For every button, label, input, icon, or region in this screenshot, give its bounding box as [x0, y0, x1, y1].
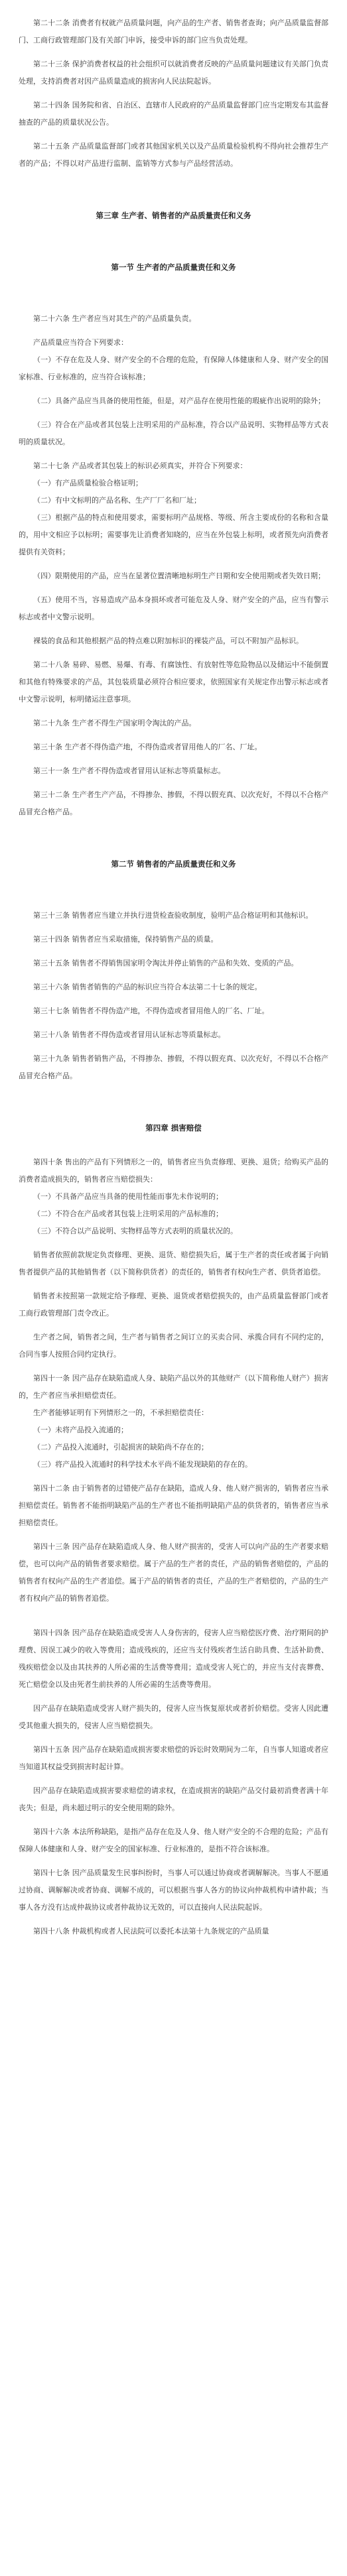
clause-text: （二）不符合在产品或者其包装上注明采用的产品标准的； — [33, 1209, 223, 1218]
article-48: 第四十八条 仲裁机构或者人民法院可以委托本法第十九条规定的产品质量 — [33, 1927, 269, 1935]
clause-text: （一）不具备产品应当具备的使用性能而事先未作说明的； — [33, 1192, 223, 1201]
clause-text: 裸装的食品和其他根据产品的特点难以附加标识的裸装产品，可以不附加产品标识。 — [33, 637, 303, 645]
clause-text: 销售者依照前款规定负责修理、更换、退货、赔偿损失后，属于生产者的责任或者属于向销售者提供产品的其他销售者（以下简称供货者）的责任的，销售者有权向生产者、供货者追偿。 — [19, 1251, 328, 1276]
clause-text: （三）符合在产品或者其包装上注明采用的产品标准，符合以产品说明、实物样品等方式表明的质量状况。 — [19, 420, 328, 446]
article-38: 第三十八条 销售者不得伪造或者冒用认证标志等质量标志。 — [33, 1030, 226, 1039]
clause-text: （四）限期使用的产品，应当在显著位置清晰地标明生产日期和安全使用期或者失效日期； — [33, 572, 325, 580]
clause-text: （一）未将产品投入流通的； — [33, 1426, 128, 1434]
chapter-4-title: 第四章 损害赔偿 — [145, 1123, 202, 1133]
article-25: 第二十五条 产品质量监督部门或者其他国家机关以及产品质量检验机构不得向社会推荐生产者的产品；不得以对产品进行监制、监销等方式参与产品经营活动。 — [19, 142, 328, 168]
article-22: 第二十二条 消费者有权就产品质量问题，向产品的生产者、销售者查询；向产品质量监督部门、工商行政管理部门及有关部门申诉，接受申诉的部门应当负责处理。 — [19, 19, 328, 44]
clause-text: （三）根据产品的特点和使用要求，需要标明产品规格、等级、所含主要成份的名称和含量的，用中文相应予以标明；需要事先让消费者知晓的，应当在外包装上标明，或者预先向消费者提供有关资料； — [19, 513, 328, 556]
article-27: 第二十七条 产品或者其包装上的标识必须真实，并符合下列要求： — [33, 461, 247, 470]
article-28: 第二十八条 易碎、易燃、易爆、有毒、有腐蚀性、有放射性等危险物品以及储运中不能倒置和其他有特殊要求的产品，其包装质量必须符合相应要求，依照国家有关规定作出警示标志或者中文警示说明，标明储运注意事项。 — [19, 660, 328, 704]
article-34: 第三十四条 销售者应当采取措施，保持销售产品的质量。 — [33, 935, 218, 944]
article-33: 第三十三条 销售者应当建立并执行进货检查验收制度，验明产品合格证明和其他标识。 — [33, 911, 313, 920]
article-35: 第三十五条 销售者不得销售国家明令淘汰并停止销售的产品和失效、变质的产品。 — [33, 959, 299, 967]
article-26: 第二十六条 生产者应当对其生产的产品质量负责。 — [33, 314, 196, 323]
clause-text: 生产者之间，销售者之间，生产者与销售者之间订立的买卖合同、承揽合同有不同约定的，合同当事人按照合同约定执行。 — [19, 1333, 328, 1359]
article-39: 第三十九条 销售者销售产品，不得掺杂、掺假，不得以假充真、以次充好，不得以不合格产品冒充合格产品。 — [19, 1054, 328, 1080]
article-43: 第四十三条 因产品存在缺陷造成人身、他人财产损害的，受害人可以向产品的生产者要求赔偿，也可以向产品的销售者要求赔偿。属于产品的生产者的责任，产品的销售者赔偿的，产品的销售者有权向产品的生产者追偿。属于产品的销售者的责任，产品的生产者赔偿的，产品的生产者有权向产品的销售者追偿。 — [19, 1542, 328, 1603]
clause-text: （二）产品投入流通时，引起损害的缺陷尚不存在的； — [33, 1443, 208, 1451]
article-41: 第四十一条 因产品存在缺陷造成人身、缺陷产品以外的其他财产（以下简称他人财产）损害的，生产者应当承担赔偿责任。 — [19, 1374, 328, 1400]
clause-text: 销售者未按照第一款规定给予修理、更换、退货或者赔偿损失的，由产品质量监督部门或者工商行政管理部门责令改正。 — [19, 1292, 328, 1318]
clause-text: 产品质量应当符合下列要求： — [33, 338, 128, 347]
article-36: 第三十六条 销售者销售的产品的标识应当符合本法第二十七条的规定。 — [33, 983, 262, 991]
clause-text: 因产品存在缺陷造成受害人财产损失的，侵害人应当恢复原状或者折价赔偿。受害人因此遭受其他重大损失的，侵害人应当赔偿损失。 — [19, 1704, 328, 1730]
article-44: 第四十四条 因产品存在缺陷造成受害人人身伤害的，侵害人应当赔偿医疗费、治疗期间的护理费、因误工减少的收入等费用；造成残疾的，还应当支付残疾者生活自助具费、生活补助费、残疾赔偿金以及由其扶养的人所必需的生活费等费用；造成受害人死亡的，并应当支付丧葬费、死亡赔偿金以及由死者生前扶养的人所必需的生活费等费用。 — [19, 1628, 328, 1689]
clause-text: （二）有中文标明的产品名称、生产厂厂名和厂址； — [33, 496, 201, 505]
clause-text: （一）有产品质量检验合格证明； — [33, 479, 143, 487]
article-37: 第三十七条 销售者不得伪造产地，不得伪造或者冒用他人的厂名、厂址。 — [33, 1007, 269, 1015]
clause-text: （五）使用不当，容易造成产品本身损坏或者可能危及人身、财产安全的产品，应当有警示标志或者中文警示说明。 — [19, 595, 328, 621]
article-23: 第二十三条 保护消费者权益的社会组织可以就消费者反映的产品质量问题建议有关部门负责处理，支持消费者对因产品质量造成的损害向人民法院起诉。 — [19, 60, 328, 86]
clause-text: （三）将产品投入流通时的科学技术水平尚不能发现缺陷的存在的。 — [33, 1460, 252, 1469]
article-45: 第四十五条 因产品存在缺陷造成损害要求赔偿的诉讼时效期间为二年，自当事人知道或者应当知道其权益受到损害时起计算。 — [19, 1745, 328, 1771]
clause-text: 生产者能够证明有下列情形之一的，不承担赔偿责任： — [33, 1408, 208, 1417]
article-46: 第四十六条 本法所称缺陷，是指产品存在危及人身、他人财产安全的不合理的危险；产品有保障人体健康和人身、财产安全的国家标准、行业标准的，是指不符合该标准。 — [19, 1827, 328, 1853]
article-31: 第三十一条 生产者不得伪造或者冒用认证标志等质量标志。 — [33, 767, 226, 775]
section-2-title: 第二节 销售者的产品质量责任和义务 — [111, 859, 236, 869]
article-40: 第四十条 售出的产品有下列情形之一的，销售者应当负责修理、更换、退货；给购买产品的消费者造成损失的，销售者应当赔偿损失： — [19, 1158, 328, 1184]
article-32: 第三十二条 生产者生产产品，不得掺杂、掺假，不得以假充真、以次充好，不得以不合格产品冒充合格产品。 — [19, 790, 328, 816]
section-1-title: 第一节 生产者的产品质量责任和义务 — [111, 263, 236, 272]
clause-text: （一）不存在危及人身、财产安全的不合理的危险，有保障人体健康和人身、财产安全的国家标准、行业标准的，应当符合该标准； — [19, 355, 328, 381]
article-42: 第四十二条 由于销售者的过错使产品存在缺陷，造成人身、他人财产损害的，销售者应当承担赔偿责任。销售者不能指明缺陷产品的生产者也不能指明缺陷产品的供货者的，销售者应当承担赔偿责任。 — [19, 1484, 328, 1527]
article-30: 第三十条 生产者不得伪造产地，不得伪造或者冒用他人的厂名、厂址。 — [33, 743, 262, 751]
article-24: 第二十四条 国务院和省、自治区、直辖市人民政府的产品质量监督部门应当定期发布其监督抽查的产品的质量状况公告。 — [19, 101, 328, 127]
chapter-3-title: 第三章 生产者、销售者的产品质量责任和义务 — [96, 211, 251, 220]
clause-text: 因产品存在缺陷造成损害要求赔偿的请求权，在造成损害的缺陷产品交付最初消费者满十年丧失；但是，尚未超过明示的安全使用期的除外。 — [19, 1786, 328, 1812]
article-29: 第二十九条 生产者不得生产国家明令淘汰的产品。 — [33, 719, 196, 727]
clause-text: （二）具备产品应当具备的使用性能，但是，对产品存在使用性能的瑕疵作出说明的除外； — [33, 397, 325, 405]
clause-text: （三）不符合以产品说明、实物样品等方式表明的质量状况的。 — [33, 1227, 238, 1235]
article-47: 第四十七条 因产品质量发生民事纠纷时，当事人可以通过协商或者调解解决。当事人不愿通过协商、调解解决或者协商、调解不成的，可以根据当事人各方的协议向仲裁机构申请仲裁；当事人各方没有达成仲裁协议或者仲裁协议无效的，可以直接向人民法院起诉。 — [19, 1869, 328, 1912]
